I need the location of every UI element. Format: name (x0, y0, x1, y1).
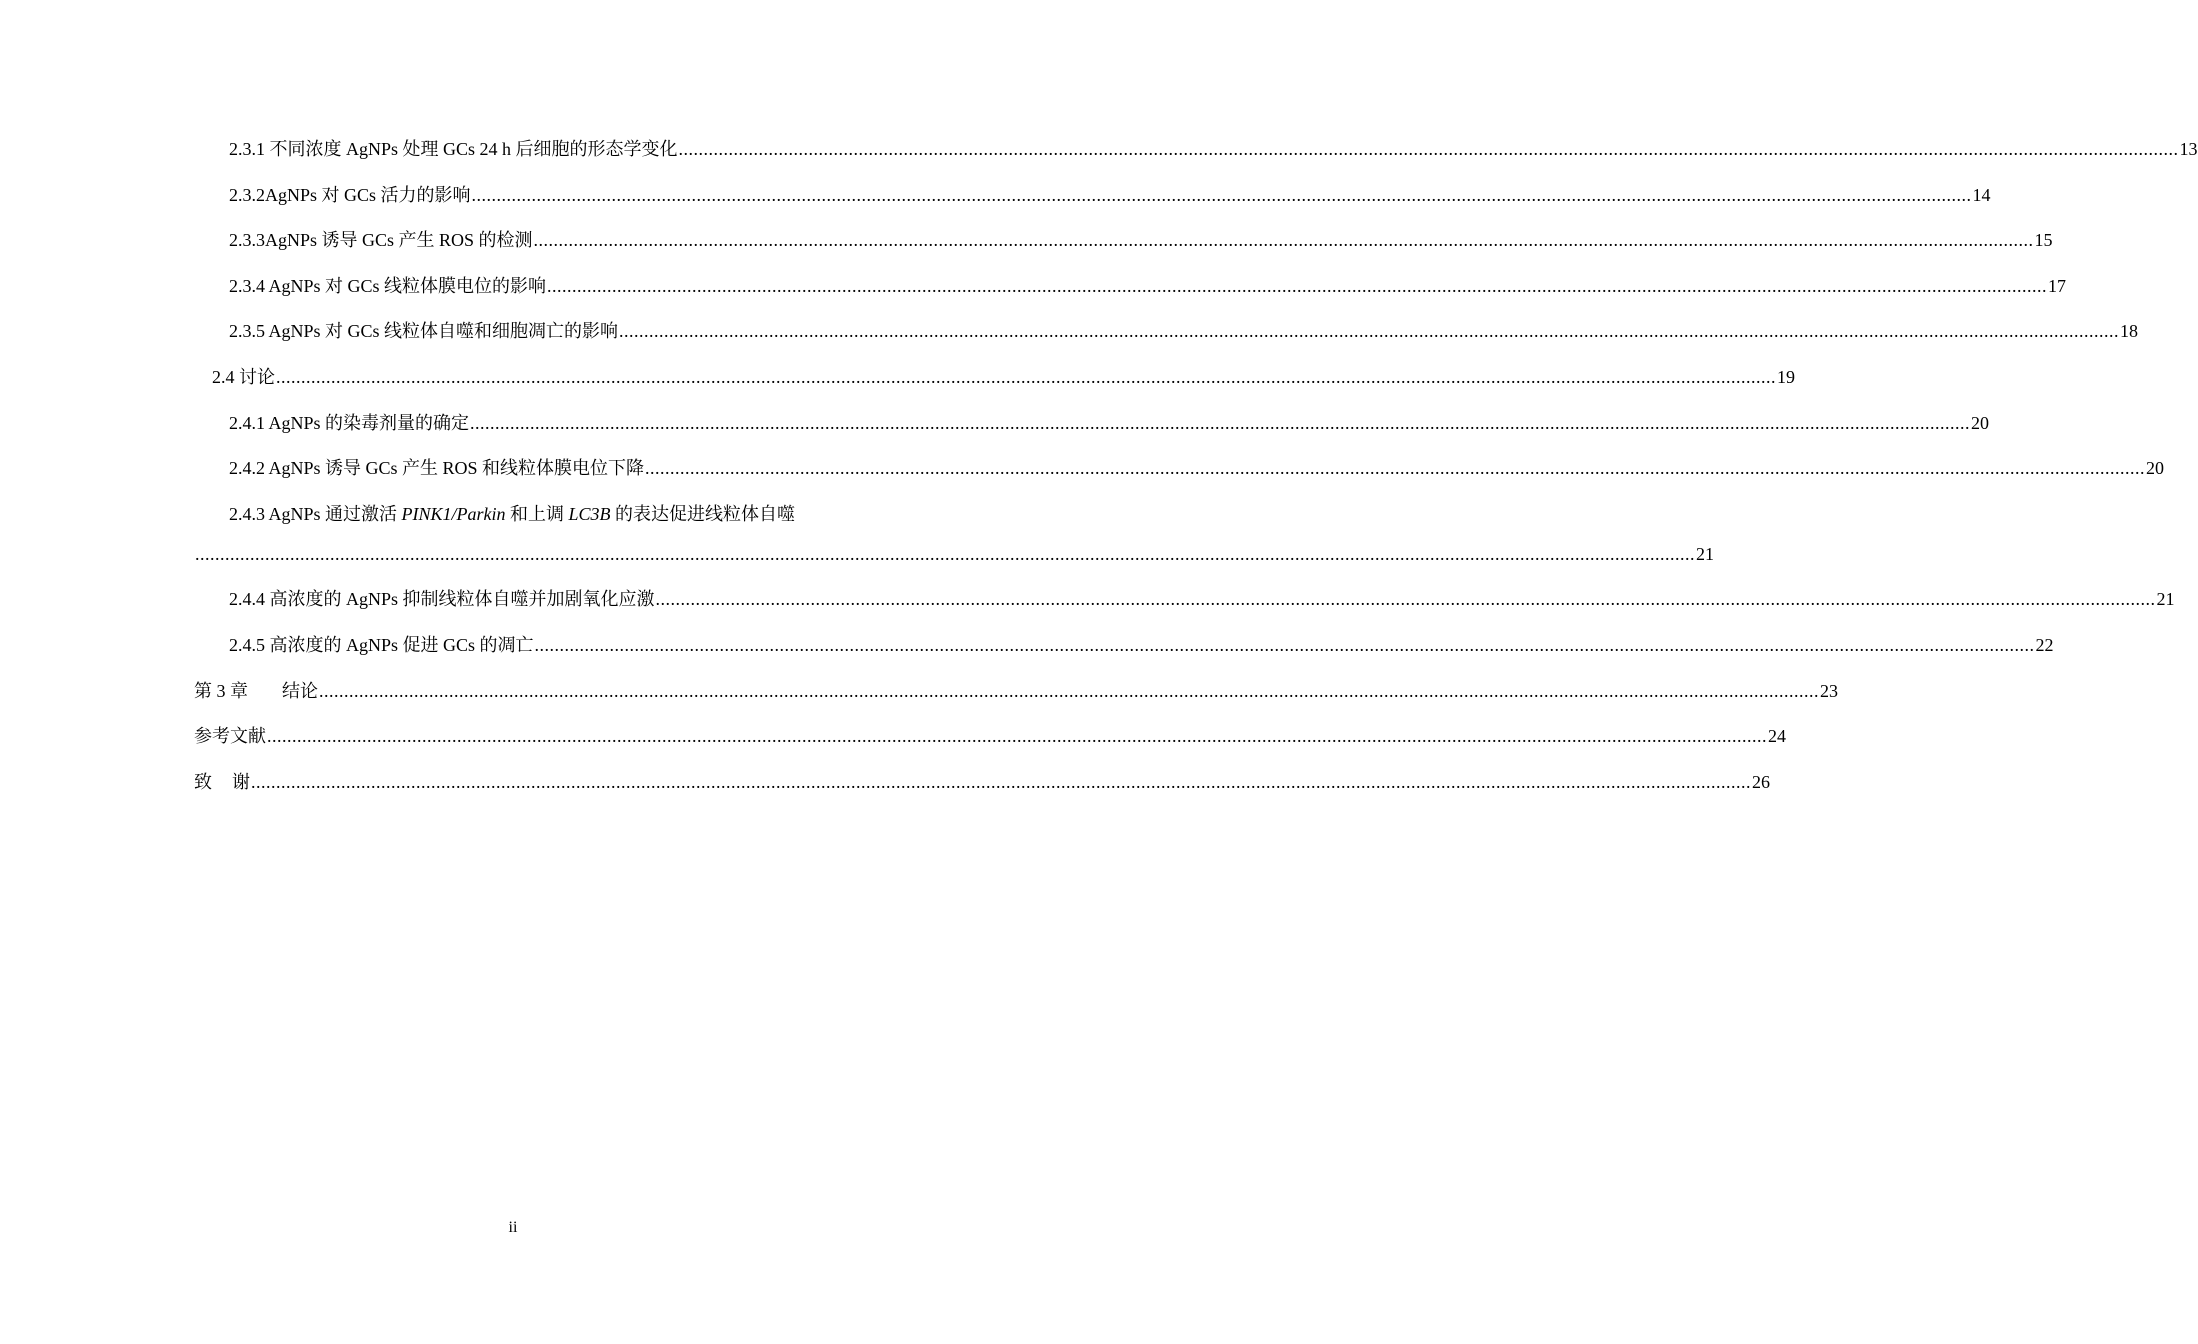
toc-page-number: 14 (1972, 184, 1991, 205)
gene-name-lc3b: LC3B (568, 503, 611, 524)
toc-title-part: 2.4.3 AgNPs 通过激活 (229, 503, 402, 524)
toc-entry-title (194, 678, 318, 705)
toc-leader-dots: ............................................................................................................................................................................................................................................................................................................ (195, 543, 1695, 564)
toc-entry[interactable] (194, 723, 1786, 750)
toc-page-number: 22 (2035, 634, 2054, 655)
toc-entry-title: 2.4.4 高浓度的 AgNPs 抑制线粒体自噬并加剧氧化应激 (229, 589, 655, 610)
toc-entry-title: 2.4.2 AgNPs 诱导 GCs 产生 ROS 和线粒体膜电位下降 (229, 458, 645, 479)
toc-entry-title: 2.3.1 不同浓度 AgNPs 处理 GCs 24 h 后细胞的形态学变化 (229, 139, 678, 159)
toc-leader-dots: ............................................................................................................................................................................................................................................................................................................ (678, 139, 2179, 159)
toc-entry-chapter[interactable] (194, 678, 1838, 705)
toc-entry[interactable] (194, 586, 2175, 613)
table-of-contents (194, 136, 2198, 814)
toc-title-part: 致 (194, 771, 212, 792)
toc-entry[interactable] (194, 182, 1991, 209)
toc-page-number: 15 (2034, 230, 2053, 251)
toc-page-number: 23 (1820, 680, 1838, 701)
chapter-label: 第 3 章 (194, 680, 248, 701)
toc-page-number: 21 (2156, 589, 2175, 610)
toc-entry-title: 参考文献 (194, 726, 266, 747)
toc-title-part: 谢 (232, 771, 250, 792)
toc-page-number: 20 (1971, 412, 1990, 433)
gene-name-pink1-parkin: PINK1/Parkin (401, 503, 506, 524)
toc-page-number: 24 (1768, 726, 1786, 747)
toc-entry-title (194, 501, 837, 528)
toc-page-number: 21 (1696, 543, 1714, 564)
toc-entry[interactable] (194, 136, 2198, 163)
toc-page-number: 20 (2146, 458, 2165, 479)
toc-entry[interactable] (194, 318, 2139, 345)
toc-entry[interactable] (194, 273, 2067, 300)
toc-leader-dots: ............................................................................................................................................................................................................................................................................................................ (319, 680, 1819, 701)
toc-page-number: 13 (2179, 139, 2198, 159)
chapter-title: 结论 (282, 680, 318, 701)
toc-title-part: 的表达促进线粒体自噬 (610, 503, 796, 524)
toc-leader-dots: ............................................................................................................................................................................................................................................................................................................ (547, 275, 2048, 296)
toc-entry[interactable] (194, 632, 2054, 659)
toc-leader-dots: ............................................................................................................................................................................................................................................................................................................ (251, 771, 1751, 792)
toc-leader-dots: ............................................................................................................................................................................................................................................................................................................ (645, 458, 2146, 479)
toc-entry-title (194, 769, 250, 796)
toc-entry-title: 2.4.1 AgNPs 的染毒剂量的确定 (229, 412, 470, 433)
toc-page-number: 18 (2120, 321, 2139, 342)
toc-leader-dots: ............................................................................................................................................................................................................................................................................................................ (471, 184, 1972, 205)
toc-leader-dots: ............................................................................................................................................................................................................................................................................................................ (267, 726, 1767, 747)
toc-entry-title: 2.3.4 AgNPs 对 GCs 线粒体膜电位的影响 (229, 275, 547, 296)
toc-leader-dots: ............................................................................................................................................................................................................................................................................................................ (470, 412, 1971, 433)
toc-entry[interactable] (194, 227, 2053, 254)
toc-entry-title: 2.4 讨论 (212, 366, 275, 387)
toc-leader-dots: ............................................................................................................................................................................................................................................................................................................ (619, 321, 2120, 342)
toc-entry-continuation (194, 541, 1714, 568)
toc-entry[interactable] (194, 410, 1990, 437)
toc-page-number: 26 (1752, 771, 1770, 792)
toc-entry[interactable] (194, 364, 1795, 391)
toc-leader-dots: ............................................................................................................................................................................................................................................................................................................ (534, 634, 2035, 655)
toc-page-number: 19 (1777, 366, 1795, 387)
toc-title-part: 和上调 (505, 503, 569, 524)
toc-entry-title: 2.4.5 高浓度的 AgNPs 促进 GCs 的凋亡 (229, 634, 534, 655)
toc-page-number: 17 (2048, 275, 2067, 296)
toc-entry[interactable] (194, 769, 1770, 796)
toc-entry-title: 2.3.3AgNPs 诱导 GCs 产生 ROS 的检测 (229, 230, 533, 251)
toc-entry-wrapped[interactable] (194, 501, 1714, 568)
toc-leader-dots: ............................................................................................................................................................................................................................................................................................................ (533, 230, 2034, 251)
toc-entry-title: 2.3.2AgNPs 对 GCs 活力的影响 (229, 184, 471, 205)
page-footer-number: ii (508, 1219, 518, 1236)
toc-leader-dots: ............................................................................................................................................................................................................................................................................................................ (655, 589, 2156, 610)
toc-entry[interactable] (194, 455, 2165, 482)
toc-entry-title: 2.3.5 AgNPs 对 GCs 线粒体自噬和细胞凋亡的影响 (229, 321, 619, 342)
toc-leader-dots: ............................................................................................................................................................................................................................................................................................................ (276, 366, 1776, 387)
